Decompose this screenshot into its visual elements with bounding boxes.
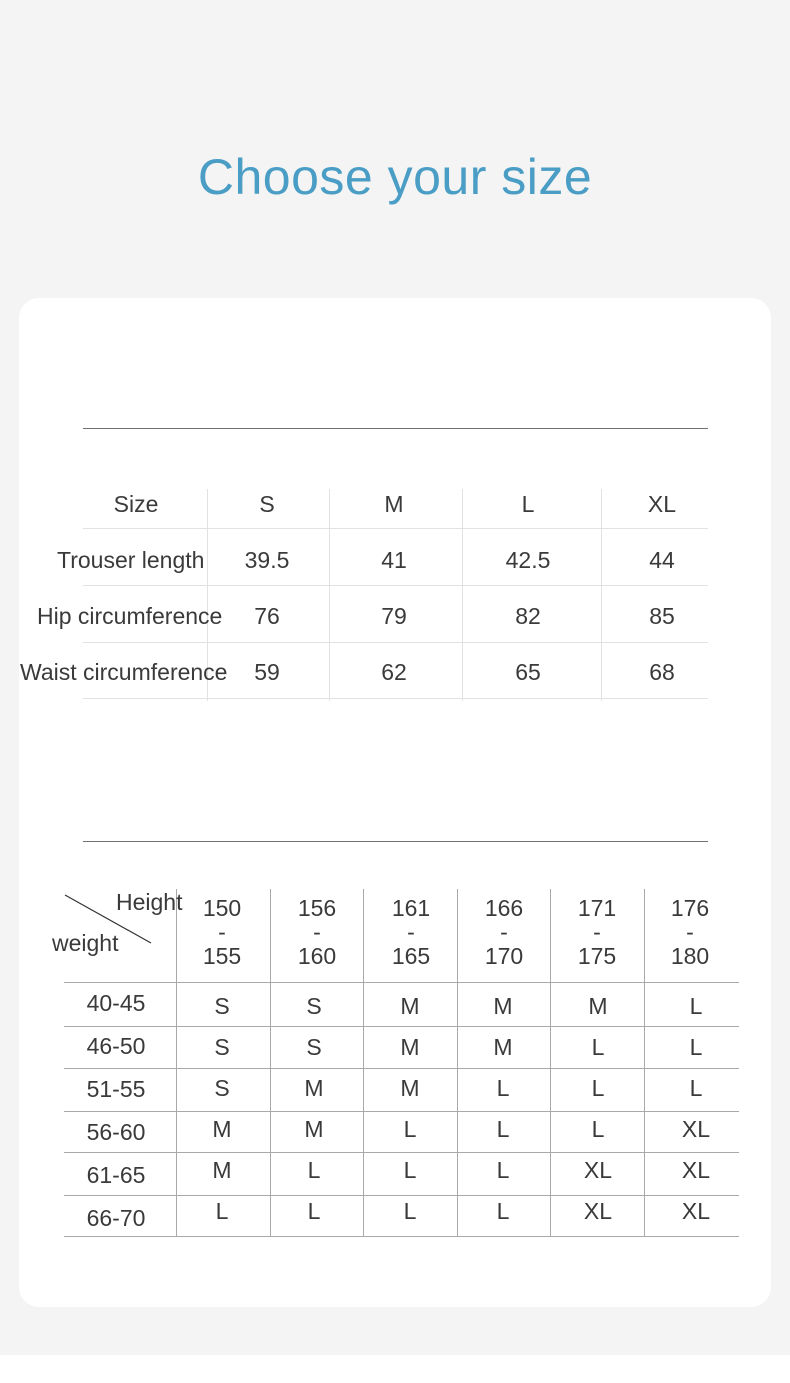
fit-size-cell: L xyxy=(689,1034,703,1060)
fit-size-cell: L xyxy=(307,1157,321,1183)
corner-height-label: Height xyxy=(116,889,183,915)
fit-size-cell: L xyxy=(307,1198,321,1224)
fit-size-cell: M xyxy=(400,1034,420,1060)
size-table-row-label: Trouser length xyxy=(57,547,205,573)
height-range-header: 161 - 165 xyxy=(391,895,431,969)
fit-size-cell: XL xyxy=(681,1157,711,1183)
size-table-row-label: Hip circumference xyxy=(37,603,223,629)
fit-size-cell: L xyxy=(496,1116,510,1142)
weight-range-label: 51-55 xyxy=(86,1076,146,1102)
size-table-cell: 76 xyxy=(254,603,280,629)
fit-size-cell: L xyxy=(689,1075,703,1101)
size-table-cell: 65 xyxy=(515,659,541,685)
fit-size-cell: L xyxy=(496,1157,510,1183)
size-table-cell: 59 xyxy=(254,659,280,685)
size-table-row-label: Waist circumference xyxy=(20,659,228,685)
fit-size-cell: M xyxy=(400,1075,420,1101)
height-range-header: 150 - 155 xyxy=(202,895,242,969)
size-table-cell: 41 xyxy=(381,547,407,573)
fit-size-cell: L xyxy=(403,1116,417,1142)
fit-size-cell: S xyxy=(306,993,322,1019)
size-table-cell: 62 xyxy=(381,659,407,685)
fit-size-cell: M xyxy=(304,1075,324,1101)
size-table-cell: 42.5 xyxy=(505,547,551,573)
fit-size-cell: S xyxy=(306,1034,322,1060)
fit-size-cell: M xyxy=(304,1116,324,1142)
fit-size-cell: S xyxy=(214,1075,230,1101)
weight-range-label: 56-60 xyxy=(86,1119,146,1145)
corner-weight-label: weight xyxy=(52,930,119,956)
size-table-cell: 85 xyxy=(649,603,675,629)
fit-size-cell: M xyxy=(212,1116,232,1142)
fit-size-cell: XL xyxy=(583,1157,613,1183)
fit-size-cell: M xyxy=(588,993,608,1019)
size-table-cell: 68 xyxy=(649,659,675,685)
fit-size-cell: XL xyxy=(681,1116,711,1142)
fit-size-cell: L xyxy=(403,1198,417,1224)
fit-size-cell: M xyxy=(493,1034,513,1060)
fit-size-cell: L xyxy=(496,1198,510,1224)
fit-size-cell: L xyxy=(591,1034,605,1060)
size-table-header-size: Size xyxy=(113,491,159,517)
weight-range-label: 40-45 xyxy=(86,990,146,1016)
size-table-cell: 82 xyxy=(515,603,541,629)
fit-size-cell: L xyxy=(496,1075,510,1101)
height-range-header: 156 - 160 xyxy=(297,895,337,969)
fit-size-cell: L xyxy=(591,1116,605,1142)
weight-range-label: 66-70 xyxy=(86,1205,146,1231)
fit-size-cell: L xyxy=(689,993,703,1019)
size-table-header-l: L xyxy=(521,491,535,517)
size-table-header-xl: XL xyxy=(647,491,677,517)
fit-size-cell: M xyxy=(212,1157,232,1183)
fit-size-cell: M xyxy=(400,993,420,1019)
fit-size-cell: S xyxy=(214,993,230,1019)
size-table-cell: 79 xyxy=(381,603,407,629)
size-table-cell: 39.5 xyxy=(244,547,290,573)
fit-size-cell: L xyxy=(403,1157,417,1183)
fit-size-cell: L xyxy=(591,1075,605,1101)
height-range-header: 171 - 175 xyxy=(577,895,617,969)
fit-size-cell: XL xyxy=(583,1198,613,1224)
fit-size-cell: L xyxy=(215,1198,229,1224)
fit-size-cell: XL xyxy=(681,1198,711,1224)
height-range-header: 166 - 170 xyxy=(484,895,524,969)
weight-range-label: 46-50 xyxy=(86,1033,146,1059)
weight-range-label: 61-65 xyxy=(86,1162,146,1188)
size-table-header-m: M xyxy=(384,491,404,517)
fit-size-cell: S xyxy=(214,1034,230,1060)
page-title: Choose your size xyxy=(197,149,593,205)
fit-size-cell: M xyxy=(493,993,513,1019)
size-table-header-s: S xyxy=(259,491,275,517)
size-table-cell: 44 xyxy=(649,547,675,573)
height-range-header: 176 - 180 xyxy=(670,895,710,969)
